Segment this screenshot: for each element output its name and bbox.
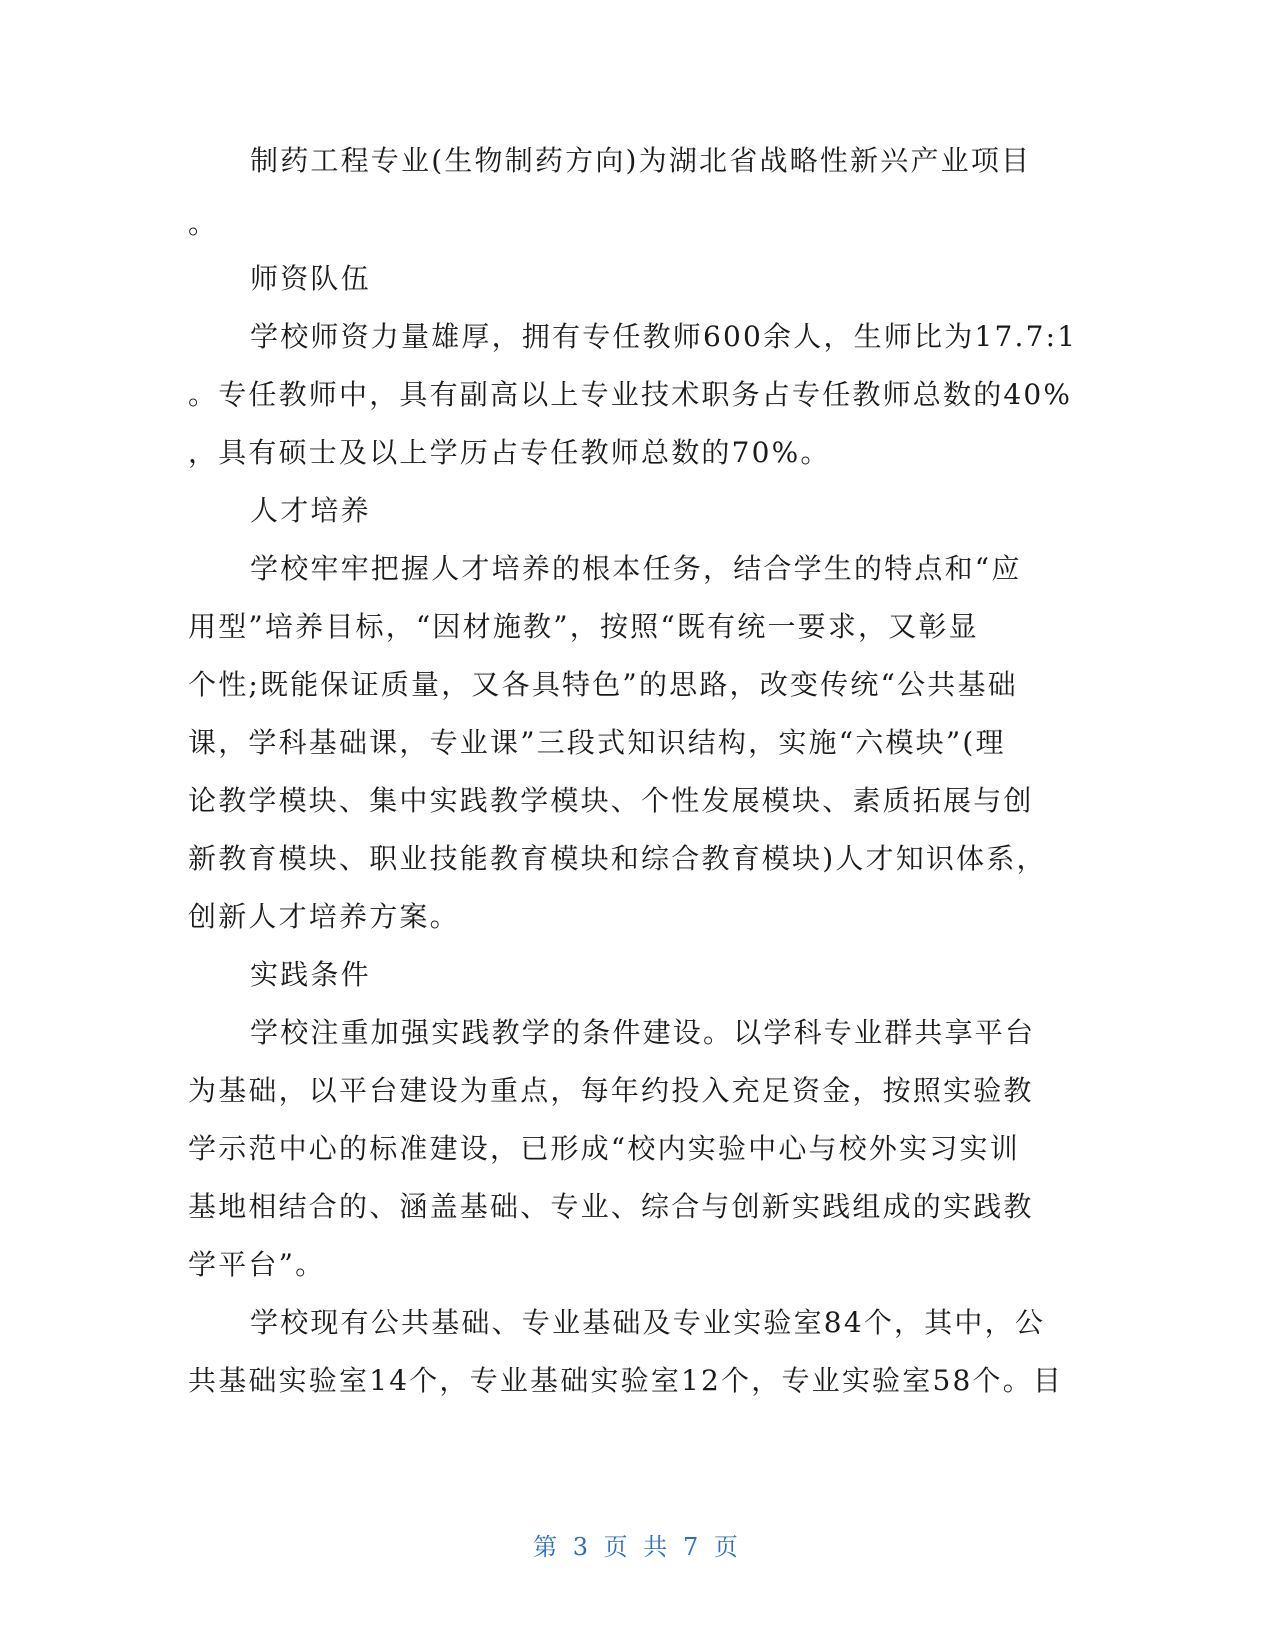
text-line: 学校师资力量雄厚，拥有专任教师600余人，生师比为17.7:1 [250, 320, 1078, 353]
page-number-footer: 第 3 页 共 7 页 [533, 1533, 742, 1561]
text-line: 新教育模块、职业技能教育模块和综合教育模块)人才知识体系， [188, 842, 1047, 875]
section-heading-faculty: 师资队伍 [250, 262, 371, 295]
text-line: 学校现有公共基础、专业基础及专业实验室84个，其中，公 [250, 1306, 1046, 1339]
text-line: 个性;既能保证质量，又各具特色”的思路，改变传统“公共基础 [188, 668, 1018, 701]
text-line: 学校注重加强实践教学的条件建设。以学科专业群共享平台 [250, 1016, 1036, 1049]
text-line: ，具有硕士及以上学历占专任教师总数的70%。 [188, 436, 831, 469]
text-line: 学示范中心的标准建设，已形成“校内实验中心与校外实习实训 [188, 1132, 1020, 1165]
text-line: 制药工程专业(生物制药方向)为湖北省战略性新兴产业项目 [250, 144, 1032, 177]
section-heading-talent-training: 人才培养 [250, 494, 371, 527]
text-line: 。专任教师中，具有副高以上专业技术职务占专任教师总数的40% [188, 378, 1073, 411]
text-line: 论教学模块、集中实践教学模块、个性发展模块、素质拓展与创 [188, 784, 1034, 817]
text-line: 为基础，以平台建设为重点，每年约投入充足资金，按照实验教 [188, 1074, 1034, 1107]
text-line: 。 [188, 207, 219, 240]
text-line: 用型”培养目标，“因材施教”，按照“既有统一要求，又彰显 [188, 610, 979, 643]
text-line: 基地相结合的、涵盖基础、专业、综合与创新实践组成的实践教 [188, 1190, 1034, 1223]
text-line: 课，学科基础课，专业课”三段式知识结构，实施“六模块”(理 [188, 726, 1006, 759]
section-heading-practice: 实践条件 [250, 958, 371, 991]
text-line: 学校牢牢把握人才培养的根本任务，结合学生的特点和“应 [250, 552, 1022, 585]
text-line: 共基础实验室14个，专业基础实验室12个，专业实验室58个。目 [188, 1364, 1064, 1397]
text-line: 创新人才培养方案。 [188, 900, 460, 933]
text-line: 学平台”。 [188, 1248, 326, 1281]
